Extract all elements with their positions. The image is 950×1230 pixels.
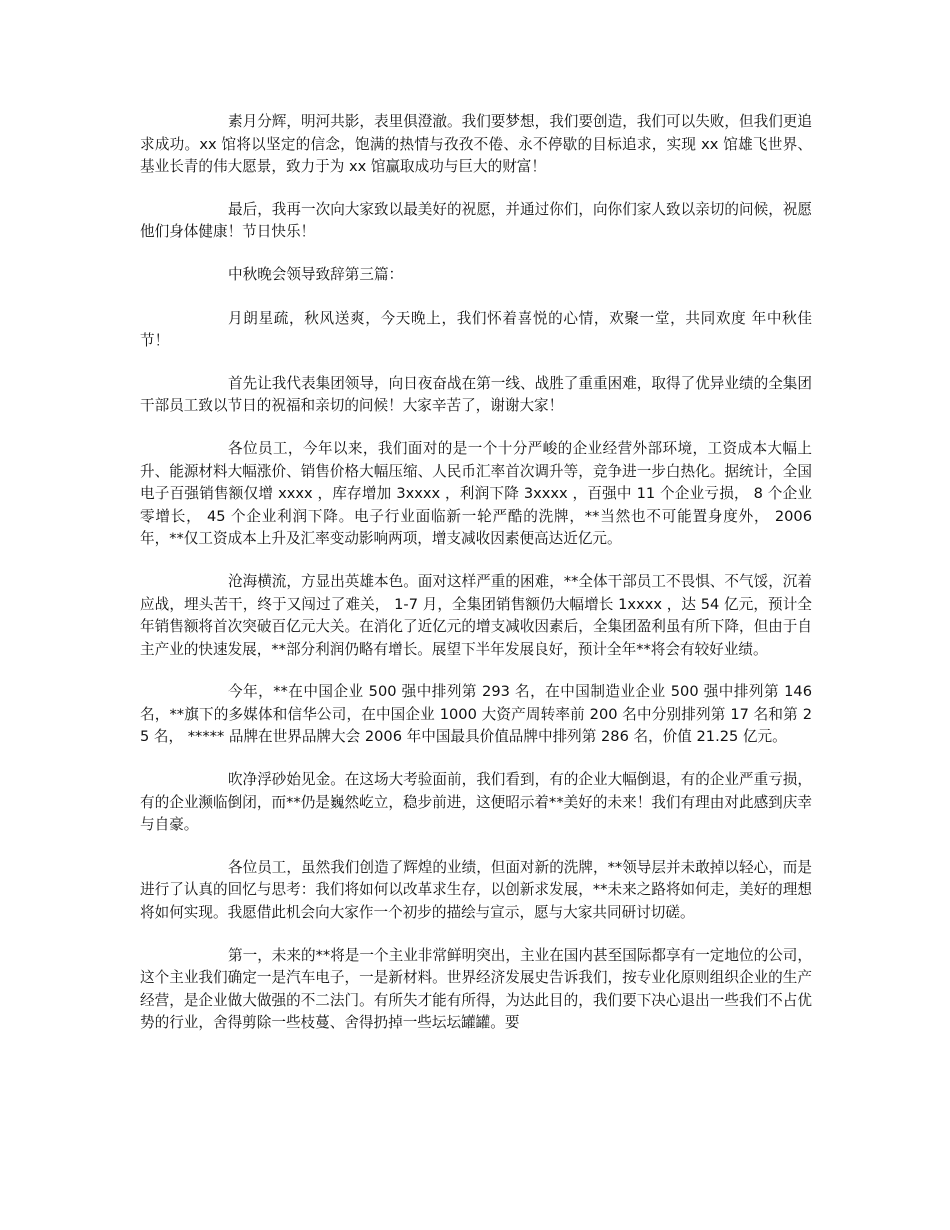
paragraph-sales-results: 沧海横流，方显出英雄本色。面对这样严重的困难，**全体干部员工不畏惧、不气馁，沉着应战，埋头苦干，终于又闯过了难关， 1-7 月，全集团销售额仍大幅增长 1xxxx ，达 54 亿元，预计全年销售额将首次突破百亿元大关。在消化了近亿元的增支减收因素后，全集团盈利虽有所下降，但由于自主产业的快速发展，**部分利润仍略有增长。展望下半年发展良好，预计全年**将会有较好业绩。	[140, 572, 812, 658]
paragraph-greeting: 首先让我代表集团领导，向日夜奋战在第一线、战胜了重重困难，取得了优异业绩的全集团干部员工致以节日的祝福和亲切的问候！大家辛苦了，谢谢大家！	[140, 374, 812, 415]
paragraph-best-wishes: 最后，我再一次向大家致以最美好的祝愿，并通过你们，向你们家人致以亲切的问候，祝愿他们身体健康！节日快乐！	[140, 200, 812, 241]
document-page	[140, 111, 817, 1055]
paragraph-closing-vision: 素月分辉，明河共影，表里俱澄澈。我们要梦想，我们要创造，我们可以失败，但我们更追求成功。xx 馆将以坚定的信念，饱满的热情与孜孜不倦、永不停歇的目标追求，实现 xx 馆雄飞世界、基业长青的伟大愿景，致力于为 xx 馆赢取成功与巨大的财富！	[140, 113, 812, 176]
paragraph-reflection: 各位员工，虽然我们创造了辉煌的业绩，但面对新的洗牌，**领导层并未敢掉以轻心，而是进行了认真的回忆与思考：我们将如何以改革求生存，以创新求发展，**未来之路将如何走，美好的理想将如何实现。我愿借此机会向大家作一个初步的描绘与宣示，愿与大家共同研讨切磋。	[140, 858, 812, 922]
section-heading: 中秋晚会领导致辞第三篇：	[228, 265, 404, 283]
paragraph-rankings: 今年，**在中国企业 500 强中排列第 293 名，在中国制造业企业 500 强中排列第 146 名，**旗下的多媒体和信华公司，在中国企业 1000 大资产周转率前 200 名中分别排列第 17 名和第 25 名， ***** 品牌在世界品牌大会 2006 年中国最具价值品牌中排列第 286 名，价值 21.25 亿元。	[140, 683, 817, 746]
paragraph-future-outlook: 吹净浮砂始见金。在这场大考验面前，我们看到，有的企业大幅倒退，有的企业严重亏损，有的企业濒临倒闭，而**仍是巍然屹立，稳步前进，这便昭示着**美好的未来！我们有理由对此感到庆幸与自豪。	[140, 771, 812, 834]
paragraph-first-goal: 第一，未来的**将是一个主业非常鲜明突出，主业在国内甚至国际都享有一定地位的公司，这个主业我们确定一是汽车电子，一是新材料。世界经济发展史告诉我们，按专业化原则组织企业的生产经营，是企业做大做强的不二法门。有所失才能有所得，为达此目的，我们要下决心退出一些我们不占优势的行业，舍得剪除一些枝蔓、舍得扔掉一些坛坛罐罐。要	[140, 946, 812, 1032]
paragraph-environment: 各位员工，今年以来，我们面对的是一个十分严峻的企业经营外部环境，工资成本大幅上升、能源材料大幅涨价、销售价格大幅压缩、人民币汇率首次调升等，竞争进一步白热化。据统计，全国电子百强销售额仅增 xxxx ，库存增加 3xxxx ，利润下降 3xxxx ，百强中 11 个企业亏损， 8 个企业零增长， 45 个企业利润下降。电子行业面临新一轮严酷的洗牌，**当然也不可能置身度外， 2006 年，**仅工资成本上升及汇率变动影响两项，增支减收因素便高达近亿元。	[140, 439, 817, 548]
paragraph-opening: 月朗星疏，秋风送爽，今天晚上，我们怀着喜悦的心情，欢聚一堂，共同欢度 年中秋佳节！	[140, 309, 812, 350]
